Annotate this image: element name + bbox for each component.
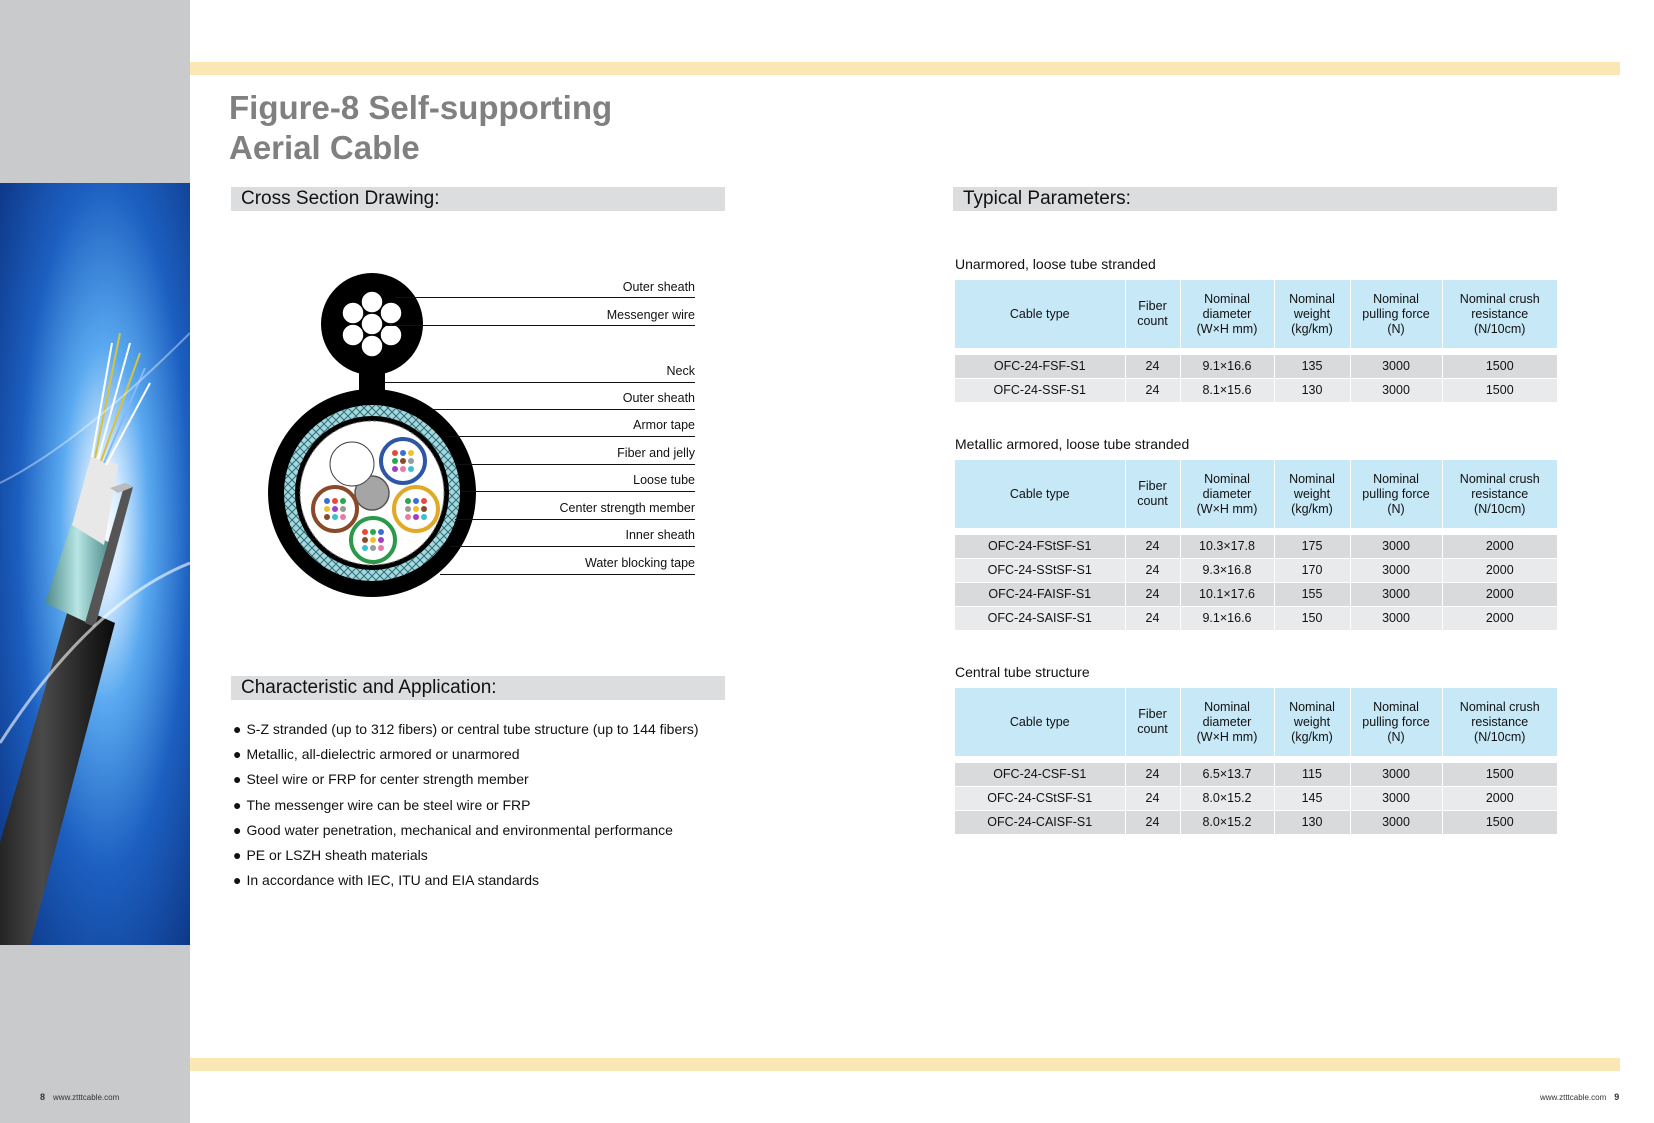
callout-line (450, 546, 695, 547)
table-caption-central-tube: Central tube structure (955, 664, 1090, 680)
callout-line (395, 297, 695, 298)
list-item-text: Steel wire or FRP for center strength member (246, 771, 529, 788)
page-title-line-1: Figure-8 Self-supporting (229, 89, 613, 126)
list-item-text: Metallic, all-dielectric armored or unarmored (246, 746, 520, 763)
list-item (233, 767, 699, 792)
callout-label: Outer sheath (622, 280, 695, 294)
list-item-text: The messenger wire can be steel wire or FRP (246, 796, 531, 813)
list-item (233, 868, 699, 893)
callout-label: Fiber and jelly (617, 446, 695, 460)
col-header-cable-type: Cable type (955, 688, 1125, 756)
table-row: OFC-24-FSF-S1 24 9.1×16.6 135 3000 1500 (955, 354, 1557, 378)
callout-line (385, 325, 695, 326)
list-item-text: PE or LSZH sheath materials (246, 847, 428, 864)
col-header-cable-type: Cable type (955, 280, 1125, 348)
callout-label: Water blocking tape (584, 556, 695, 570)
list-item (233, 818, 699, 843)
list-item (233, 742, 699, 767)
callout-label: Armor tape (633, 418, 695, 432)
col-header-pulling-force: Nominal pulling force (N) (1350, 280, 1442, 348)
col-header-diameter: Nominal diameter (W×H mm) (1180, 280, 1274, 348)
bullet-icon: ● (233, 796, 242, 813)
list-item-text: Good water penetration, mechanical and environmental performance (246, 821, 673, 838)
characteristics-list (233, 717, 699, 893)
table-caption-unarmored: Unarmored, loose tube stranded (955, 256, 1156, 272)
cable-product-photo (0, 183, 190, 945)
callout-label: Messenger wire (606, 308, 695, 322)
col-header-fiber-count: Fiber count (1125, 688, 1180, 756)
table-metallic-armored (955, 460, 1557, 630)
list-item (233, 843, 699, 868)
callout-label: Inner sheath (625, 528, 695, 542)
callout-label: Loose tube (633, 473, 695, 487)
col-header-weight: Nominal weight (kg/km) (1274, 460, 1350, 528)
footer-left (40, 1092, 119, 1102)
table-row: OFC-24-CSF-S1 24 6.5×13.7 115 3000 1500 (955, 762, 1557, 786)
table-row: OFC-24-CStSF-S1 24 8.0×15.2 145 3000 2000 (955, 786, 1557, 810)
callout-line (430, 409, 695, 410)
col-header-crush-resistance: Nominal crush resistance (N/10cm) (1442, 688, 1557, 756)
bullet-icon: ● (233, 721, 242, 737)
col-header-cable-type: Cable type (955, 460, 1125, 528)
page-title (229, 88, 829, 168)
callout-line (440, 574, 695, 575)
table-row: OFC-24-SAISF-S1 24 9.1×16.6 150 3000 2000 (955, 606, 1557, 630)
col-header-pulling-force: Nominal pulling force (N) (1350, 460, 1442, 528)
col-header-weight: Nominal weight (kg/km) (1274, 688, 1350, 756)
bullet-icon: ● (233, 821, 242, 838)
page-number-right: 9 (1614, 1092, 1620, 1102)
table-caption-metallic-armored: Metallic armored, loose tube stranded (955, 436, 1190, 452)
col-header-weight: Nominal weight (kg/km) (1274, 280, 1350, 348)
table-unarmored (955, 280, 1557, 402)
callout-line (445, 436, 695, 437)
table-row: OFC-24-CAISF-S1 24 8.0×15.2 130 3000 1500 (955, 810, 1557, 834)
callout-label: Outer sheath (622, 391, 695, 405)
list-item (233, 717, 699, 742)
characteristics-heading: Characteristic and Application: (231, 676, 725, 700)
callout-line (455, 519, 695, 520)
list-item-text: In accordance with IEC, ITU and EIA standards (246, 872, 540, 889)
footer-right (1540, 1092, 1619, 1102)
table-row: OFC-24-FAISF-S1 24 10.1×17.6 155 3000 2000 (955, 582, 1557, 606)
bullet-icon: ● (233, 847, 242, 864)
col-header-diameter: Nominal diameter (W×H mm) (1180, 460, 1274, 528)
cross-section-heading: Cross Section Drawing: (231, 187, 725, 211)
col-header-diameter: Nominal diameter (W×H mm) (1180, 688, 1274, 756)
col-header-fiber-count: Fiber count (1125, 280, 1180, 348)
col-header-crush-resistance: Nominal crush resistance (N/10cm) (1442, 460, 1557, 528)
top-accent-bar (190, 62, 1620, 75)
table-row: OFC-24-SStSF-S1 24 9.3×16.8 170 3000 2000 (955, 558, 1557, 582)
page-number-left: 8 (40, 1092, 46, 1102)
col-header-fiber-count: Fiber count (1125, 460, 1180, 528)
table-row: OFC-24-FStSF-S1 24 10.3×17.8 175 3000 2000 (955, 534, 1557, 558)
callout-line (384, 382, 695, 383)
callout-label: Neck (666, 364, 695, 378)
col-header-crush-resistance: Nominal crush resistance (N/10cm) (1442, 280, 1557, 348)
callout-label: Center strength member (559, 501, 695, 515)
callout-line (455, 464, 695, 465)
bullet-icon: ● (233, 872, 242, 889)
col-header-pulling-force: Nominal pulling force (N) (1350, 688, 1442, 756)
list-item (233, 793, 699, 818)
table-row: OFC-24-SSF-S1 24 8.1×15.6 130 3000 1500 (955, 378, 1557, 402)
bullet-icon: ● (233, 771, 242, 788)
page-title-line-2: Aerial Cable (229, 129, 420, 166)
callout-line (460, 491, 695, 492)
footer-url-right[interactable]: www.ztttcable.com (1540, 1093, 1607, 1102)
table-central-tube (955, 688, 1557, 834)
typical-parameters-heading: Typical Parameters: (953, 187, 1557, 211)
bullet-icon: ● (233, 746, 242, 763)
footer-url-left[interactable]: www.ztttcable.com (53, 1093, 120, 1102)
bottom-accent-bar (190, 1058, 1620, 1071)
list-item-text: S-Z stranded (up to 312 fibers) or central tube structure (up to 144 fibers) (246, 721, 699, 737)
